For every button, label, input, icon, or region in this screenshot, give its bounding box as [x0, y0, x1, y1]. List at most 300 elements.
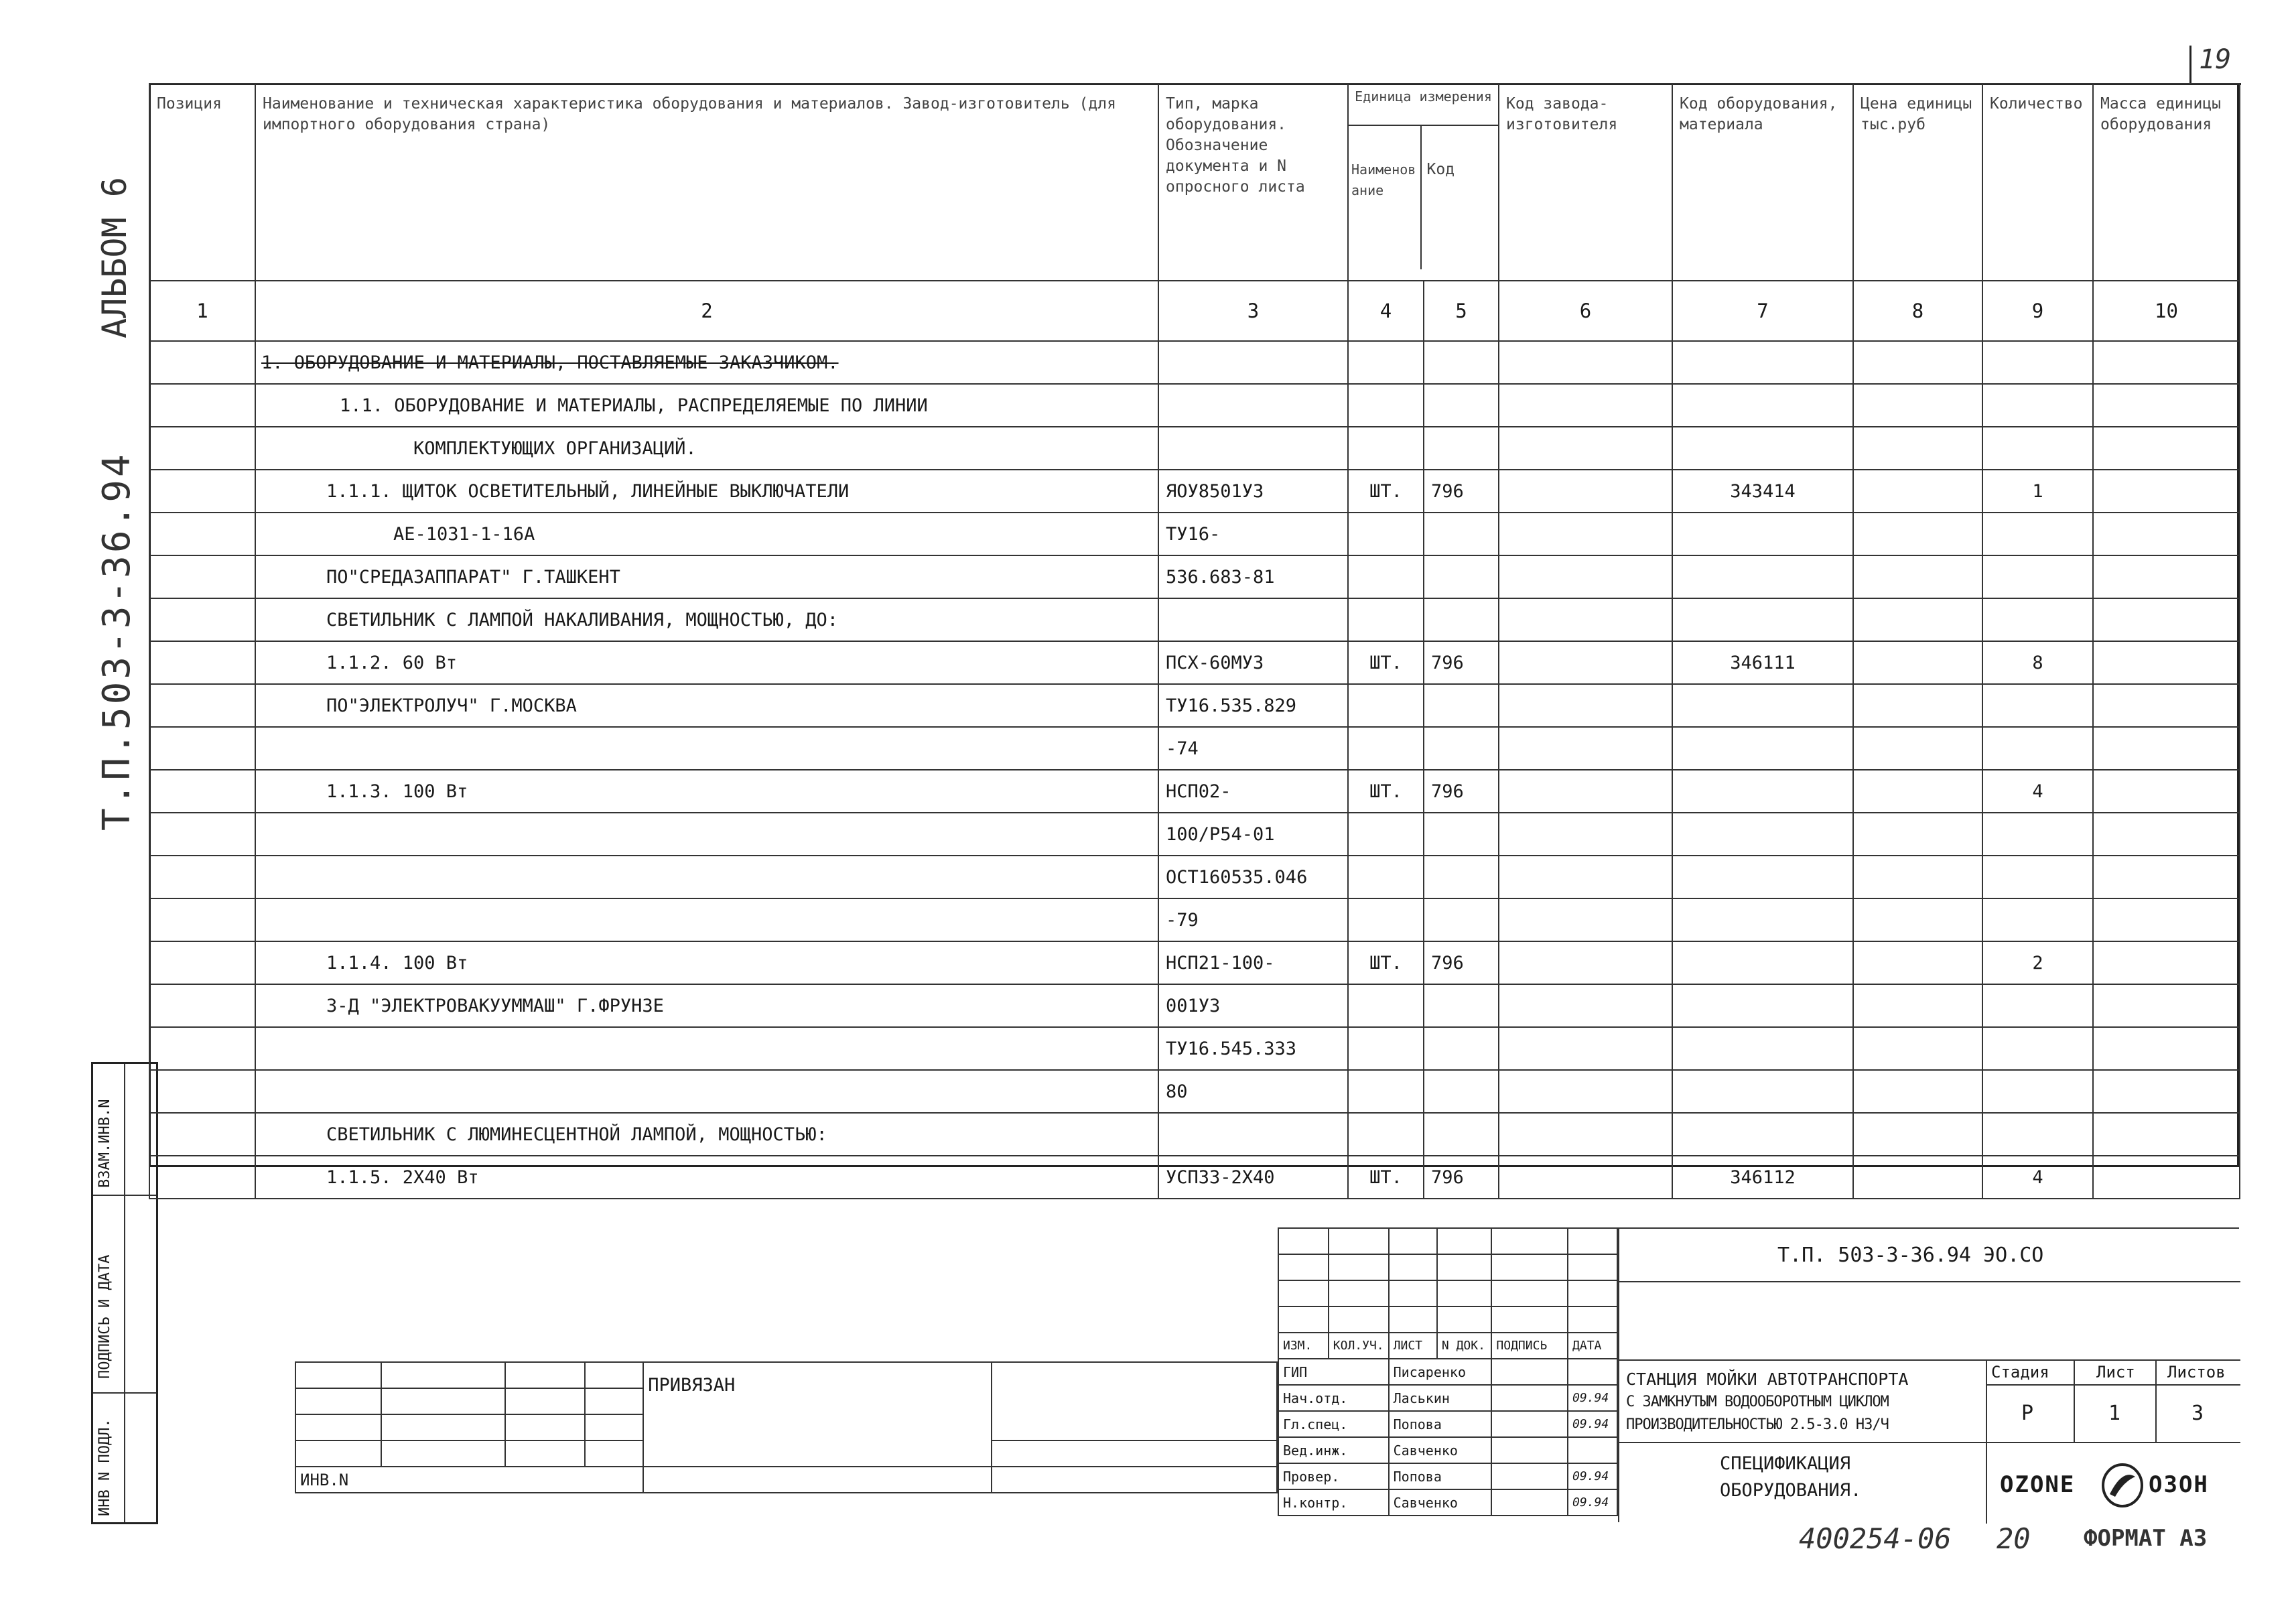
unit-code-cell: 796 [1424, 641, 1499, 684]
qty-cell [1982, 427, 2093, 470]
position-cell [149, 684, 255, 727]
item-type-cell: ТУ16.545.333 [1158, 1027, 1348, 1070]
qty-cell [1982, 1113, 2093, 1156]
revision-row [1278, 1254, 1617, 1280]
revision-row [1278, 1228, 1617, 1254]
equip-code-cell [1672, 684, 1853, 727]
signer-date: 09.94 [1568, 1411, 1617, 1437]
maker-code-cell [1499, 813, 1672, 856]
unit-name-cell [1348, 513, 1424, 555]
stamp-field-substitute-inv: ВЗАМ.ИНВ.N [96, 1099, 113, 1188]
signer-signature [1491, 1489, 1568, 1516]
qty-cell [1982, 341, 2093, 384]
unit-code-cell [1424, 984, 1499, 1027]
equip-code-cell [1672, 1113, 1853, 1156]
table-row [149, 770, 2240, 813]
maker-code-cell [1499, 598, 1672, 641]
rev-header: ПОДПИСЬ [1491, 1333, 1568, 1359]
price-cell [1853, 684, 1982, 727]
margin-stamp [91, 1062, 158, 1524]
item-name-cell: АЕ-1031-1-16А [255, 513, 1158, 555]
equip-code-cell [1672, 856, 1853, 898]
org-logo-text-left: OZONE [2000, 1471, 2076, 1498]
revision-cell [1491, 1280, 1568, 1306]
revision-header-row [1278, 1333, 1617, 1359]
project-title-line-2: С ЗАМКНУТЫМ ВОДООБОРОТНЫМ ЦИКЛОМ [1626, 1394, 1889, 1410]
unit-name-cell [1348, 1070, 1424, 1113]
sheet-value: 1 [2108, 1402, 2121, 1425]
rev-header: КОЛ.УЧ. [1329, 1333, 1389, 1359]
signer-row [1278, 1385, 1617, 1411]
album-label: АЛЬБОМ 6 [95, 177, 134, 338]
position-cell [149, 427, 255, 470]
header-mass: Масса единицы оборудования [2093, 84, 2240, 281]
signer-role: ГИП [1278, 1359, 1389, 1385]
header-row [149, 84, 2240, 281]
table-row [149, 684, 2240, 727]
position-cell [149, 813, 255, 856]
item-name-cell [255, 1070, 1158, 1113]
mass-cell [2093, 684, 2240, 727]
mass-cell [2093, 341, 2240, 384]
item-name-cell [255, 727, 1158, 770]
unit-code-cell [1424, 384, 1499, 427]
revision-cell [1389, 1306, 1437, 1333]
revision-cell [1568, 1280, 1617, 1306]
unit-code-cell [1424, 813, 1499, 856]
revision-cell [1329, 1254, 1389, 1280]
organization-logo [1995, 1457, 2236, 1517]
unit-name-cell [1348, 1027, 1424, 1070]
signer-row [1278, 1437, 1617, 1463]
col-num: 2 [255, 281, 1158, 341]
signer-signature [1491, 1385, 1568, 1411]
mass-cell [2093, 813, 2240, 856]
qty-cell: 2 [1982, 941, 2093, 984]
col-num: 4 [1348, 281, 1424, 341]
unit-name-cell [1348, 1113, 1424, 1156]
position-cell [149, 555, 255, 598]
mass-cell [2093, 856, 2240, 898]
item-name-cell: 1. ОБОРУДОВАНИЕ И МАТЕРИАЛЫ, ПОСТАВЛЯЕМЫЕ ЗАКАЗЧИКОМ. [255, 341, 1158, 384]
position-cell [149, 513, 255, 555]
qty-cell: 1 [1982, 470, 2093, 513]
equip-code-cell [1672, 555, 1853, 598]
stamp-field-inv-original: ИНВ N ПОДЛ. [96, 1418, 113, 1516]
position-cell [149, 1070, 255, 1113]
item-type-cell [1158, 427, 1348, 470]
revision-cell [1568, 1306, 1617, 1333]
equip-code-cell [1672, 813, 1853, 856]
project-code-label: Т.П.503-3-36.94 [95, 452, 139, 831]
qty-cell [1982, 555, 2093, 598]
equip-code-cell [1672, 727, 1853, 770]
header-maker-code: Код завода-изготовителя [1499, 84, 1672, 281]
unit-name-cell [1348, 598, 1424, 641]
maker-code-cell [1499, 1070, 1672, 1113]
binding-block [295, 1361, 1278, 1493]
item-name-cell: 1.1.1. ЩИТОК ОСВЕТИТЕЛЬНЫЙ, ЛИНЕЙНЫЕ ВЫКЛЮЧАТЕЛИ [255, 470, 1158, 513]
item-name-cell [255, 856, 1158, 898]
rev-header: N ДОК. [1437, 1333, 1492, 1359]
unit-code-cell [1424, 427, 1499, 470]
item-name-cell [255, 813, 1158, 856]
table-row [149, 641, 2240, 684]
revision-cell [1329, 1280, 1389, 1306]
table-row [149, 898, 2240, 941]
maker-code-cell [1499, 341, 1672, 384]
price-cell [1853, 513, 1982, 555]
qty-cell: 4 [1982, 1156, 2093, 1199]
item-name-cell: 1.1.3. 100 Вт [255, 770, 1158, 813]
unit-code-cell [1424, 727, 1499, 770]
table-row [149, 427, 2240, 470]
maker-code-cell [1499, 1027, 1672, 1070]
item-name-cell: 1.1.5. 2Х40 Вт [255, 1156, 1158, 1199]
position-cell [149, 1113, 255, 1156]
bound-label: ПРИВЯЗАН [648, 1375, 736, 1396]
col-num: 8 [1853, 281, 1982, 341]
equip-code-cell: 346111 [1672, 641, 1853, 684]
unit-name-cell [1348, 813, 1424, 856]
mass-cell [2093, 384, 2240, 427]
title-block-right [1618, 1227, 2239, 1522]
signer-signature [1491, 1437, 1568, 1463]
item-type-cell: ОСТ160535.046 [1158, 856, 1348, 898]
col-num: 1 [149, 281, 255, 341]
qty-cell [1982, 898, 2093, 941]
header-name: Наименование и техническая характеристика оборудования и материалов. Завод-изготовитель (для импортного оборудования страна) [255, 84, 1158, 281]
table-row [149, 513, 2240, 555]
unit-name-cell: ШТ. [1348, 941, 1424, 984]
col-num: 9 [1982, 281, 2093, 341]
unit-name-cell [1348, 856, 1424, 898]
table-row [149, 941, 2240, 984]
revision-cell [1278, 1306, 1329, 1333]
table-row [149, 856, 2240, 898]
qty-cell [1982, 1070, 2093, 1113]
unit-code-cell [1424, 684, 1499, 727]
equip-code-cell [1672, 598, 1853, 641]
maker-code-cell [1499, 1156, 1672, 1199]
table-row [149, 1070, 2240, 1113]
mass-cell [2093, 641, 2240, 684]
price-cell [1853, 813, 1982, 856]
mass-cell [2093, 1027, 2240, 1070]
revision-cell [1278, 1254, 1329, 1280]
maker-code-cell [1499, 513, 1672, 555]
price-cell [1853, 727, 1982, 770]
signature-grid [1278, 1227, 1618, 1516]
unit-name-cell [1348, 427, 1424, 470]
format-label: ФОРМАТ А3 [2084, 1525, 2208, 1552]
unit-code-cell: 796 [1424, 1156, 1499, 1199]
equip-code-cell [1672, 898, 1853, 941]
revision-cell [1437, 1306, 1492, 1333]
maker-code-cell [1499, 770, 1672, 813]
table-row [149, 598, 2240, 641]
inv-label: ИНВ.N [300, 1470, 349, 1489]
qty-cell [1982, 984, 2093, 1027]
price-cell [1853, 598, 1982, 641]
signer-date: 09.94 [1568, 1489, 1617, 1516]
revision-cell [1389, 1280, 1437, 1306]
document-name-line-1: СПЕЦИФИКАЦИЯ [1720, 1453, 1851, 1474]
unit-name-cell [1348, 984, 1424, 1027]
document-code: Т.П. 503-3-36.94 ЭО.СО [1777, 1244, 2044, 1267]
project-title-line-3: ПРОИЗВОДИТЕЛЬНОСТЬЮ 2.5-3.0 НЗ/Ч [1626, 1416, 1889, 1433]
signer-date [1568, 1359, 1617, 1385]
revision-row [1278, 1280, 1617, 1306]
rev-header: ДАТА [1568, 1333, 1617, 1359]
signer-signature [1491, 1411, 1568, 1437]
item-name-cell: СВЕТИЛЬНИК С ЛАМПОЙ НАКАЛИВАНИЯ, МОЩНОСТЬЮ, ДО: [255, 598, 1158, 641]
unit-code-cell [1424, 513, 1499, 555]
price-cell [1853, 1156, 1982, 1199]
rev-header: ЛИСТ [1389, 1333, 1437, 1359]
item-name-cell: СВЕТИЛЬНИК С ЛЮМИНЕСЦЕНТНОЙ ЛАМПОЙ, МОЩНОСТЬЮ: [255, 1113, 1158, 1156]
price-cell [1853, 555, 1982, 598]
mass-cell [2093, 1070, 2240, 1113]
mass-cell [2093, 1113, 2240, 1156]
mass-cell [2093, 727, 2240, 770]
equip-code-cell [1672, 513, 1853, 555]
signer-row [1278, 1463, 1617, 1489]
signer-role: Н.контр. [1278, 1489, 1389, 1516]
unit-name-cell: ШТ. [1348, 1156, 1424, 1199]
signer-date [1568, 1437, 1617, 1463]
item-type-cell: -79 [1158, 898, 1348, 941]
revision-row [1278, 1306, 1617, 1333]
unit-name-cell: ШТ. [1348, 470, 1424, 513]
archive-number: 400254-06 [1799, 1522, 1952, 1555]
org-logo-text-right: ОЗОН [2149, 1471, 2209, 1498]
revision-cell [1491, 1254, 1568, 1280]
item-type-cell: ПСХ-60МУ3 [1158, 641, 1348, 684]
copy-number: 20 [1997, 1522, 2031, 1555]
item-type-cell: 80 [1158, 1070, 1348, 1113]
signer-name: Савченко [1389, 1437, 1492, 1463]
item-type-cell: ТУ16- [1158, 513, 1348, 555]
mass-cell [2093, 898, 2240, 941]
col-num: 7 [1672, 281, 1853, 341]
mass-cell [2093, 1156, 2240, 1199]
maker-code-cell [1499, 984, 1672, 1027]
revision-cell [1491, 1306, 1568, 1333]
signer-role: Провер. [1278, 1463, 1389, 1489]
header-unit: Единица измерения [1349, 84, 1498, 126]
maker-code-cell [1499, 384, 1672, 427]
price-cell [1853, 770, 1982, 813]
mass-cell [2093, 470, 2240, 513]
maker-code-cell [1499, 727, 1672, 770]
table-row [149, 384, 2240, 427]
stamp-field-signature-date: ПОДПИСЬ И ДАТА [96, 1254, 113, 1379]
unit-code-cell [1424, 898, 1499, 941]
maker-code-cell [1499, 1113, 1672, 1156]
header-equip-code: Код оборудования, материала [1672, 84, 1853, 281]
unit-code-cell [1424, 555, 1499, 598]
header-unit-name: Наименование [1349, 126, 1422, 269]
price-cell [1853, 427, 1982, 470]
price-cell [1853, 941, 1982, 984]
item-type-cell [1158, 384, 1348, 427]
table-row [149, 341, 2240, 384]
table-row [149, 984, 2240, 1027]
qty-cell [1982, 813, 2093, 856]
revision-cell [1437, 1280, 1492, 1306]
qty-cell [1982, 727, 2093, 770]
qty-cell [1982, 1027, 2093, 1070]
qty-cell: 4 [1982, 770, 2093, 813]
col-num: 3 [1158, 281, 1348, 341]
col-num: 5 [1424, 281, 1499, 341]
equip-code-cell [1672, 984, 1853, 1027]
unit-code-cell [1424, 1113, 1499, 1156]
mass-cell [2093, 598, 2240, 641]
item-name-cell: 1.1. ОБОРУДОВАНИЕ И МАТЕРИАЛЫ, РАСПРЕДЕЛЯЕМЫЕ ПО ЛИНИИ [255, 384, 1158, 427]
price-cell [1853, 470, 1982, 513]
unit-name-cell: ШТ. [1348, 770, 1424, 813]
position-cell [149, 941, 255, 984]
column-numbers-row [149, 281, 2240, 341]
signer-role: Вед.инж. [1278, 1437, 1389, 1463]
item-type-cell: 536.683-81 [1158, 555, 1348, 598]
signer-signature [1491, 1463, 1568, 1489]
position-cell [149, 470, 255, 513]
maker-code-cell [1499, 555, 1672, 598]
maker-code-cell [1499, 427, 1672, 470]
revision-cell [1491, 1228, 1568, 1254]
unit-code-cell [1424, 856, 1499, 898]
revision-cell [1568, 1228, 1617, 1254]
rev-header: ИЗМ. [1278, 1333, 1329, 1359]
stage-label: Стадия [1991, 1363, 2049, 1382]
table-row [149, 813, 2240, 856]
signer-date: 09.94 [1568, 1385, 1617, 1411]
unit-name-cell [1348, 341, 1424, 384]
unit-code-cell: 796 [1424, 941, 1499, 984]
equip-code-cell [1672, 1070, 1853, 1113]
revision-cell [1278, 1280, 1329, 1306]
mass-cell [2093, 941, 2240, 984]
item-name-cell: ПО"СРЕДАЗАППАРАТ" Г.ТАШКЕНТ [255, 555, 1158, 598]
table-row [149, 1027, 2240, 1070]
item-type-cell [1158, 1113, 1348, 1156]
item-type-cell: 001У3 [1158, 984, 1348, 1027]
item-name-cell: КОМПЛЕКТУЮЩИХ ОРГАНИЗАЦИЙ. [255, 427, 1158, 470]
position-cell [149, 641, 255, 684]
maker-code-cell [1499, 684, 1672, 727]
price-cell [1853, 384, 1982, 427]
document-name-line-2: ОБОРУДОВАНИЯ. [1720, 1480, 1862, 1501]
unit-code-cell [1424, 341, 1499, 384]
signer-name: Савченко [1389, 1489, 1492, 1516]
header-type: Тип, марка оборудования. Обозначение документа и N опросного листа [1158, 84, 1348, 281]
qty-cell [1982, 384, 2093, 427]
unit-name-cell: ШТ. [1348, 641, 1424, 684]
price-cell [1853, 856, 1982, 898]
signer-date: 09.94 [1568, 1463, 1617, 1489]
unit-code-cell [1424, 1027, 1499, 1070]
mass-cell [2093, 513, 2240, 555]
signer-row [1278, 1359, 1617, 1385]
item-name-cell [255, 898, 1158, 941]
revision-cell [1278, 1228, 1329, 1254]
qty-cell [1982, 598, 2093, 641]
position-cell [149, 384, 255, 427]
col-num: 6 [1499, 281, 1672, 341]
header-unit-group [1348, 84, 1499, 281]
equip-code-cell [1672, 941, 1853, 984]
position-cell [149, 856, 255, 898]
unit-name-cell [1348, 684, 1424, 727]
unit-name-cell [1348, 555, 1424, 598]
signer-row [1278, 1489, 1617, 1516]
mass-cell [2093, 770, 2240, 813]
position-cell [149, 770, 255, 813]
col-num: 10 [2093, 281, 2240, 341]
maker-code-cell [1499, 941, 1672, 984]
position-cell [149, 984, 255, 1027]
equip-code-cell [1672, 1027, 1853, 1070]
item-name-cell: 1.1.4. 100 Вт [255, 941, 1158, 984]
table-row [149, 1156, 2240, 1199]
unit-code-cell [1424, 1070, 1499, 1113]
stage-value: Р [2021, 1402, 2034, 1425]
table-row [149, 727, 2240, 770]
revision-cell [1437, 1228, 1492, 1254]
revision-cell [1389, 1228, 1437, 1254]
item-type-cell: УСП33-2Х40 [1158, 1156, 1348, 1199]
unit-code-cell [1424, 598, 1499, 641]
position-cell [149, 341, 255, 384]
item-name-cell: З-Д "ЭЛЕКТРОВАКУУММАШ" Г.ФРУНЗЕ [255, 984, 1158, 1027]
price-cell [1853, 984, 1982, 1027]
signer-name: Попова [1389, 1411, 1492, 1437]
item-type-cell: НСП02- [1158, 770, 1348, 813]
table-row [149, 470, 2240, 513]
position-cell [149, 1156, 255, 1199]
price-cell [1853, 641, 1982, 684]
unit-name-cell [1348, 384, 1424, 427]
equip-code-cell [1672, 341, 1853, 384]
item-type-cell: 100/Р54-01 [1158, 813, 1348, 856]
equip-code-cell: 343414 [1672, 470, 1853, 513]
signer-row [1278, 1411, 1617, 1437]
mass-cell [2093, 427, 2240, 470]
maker-code-cell [1499, 898, 1672, 941]
revision-cell [1389, 1254, 1437, 1280]
header-position: Позиция [149, 84, 255, 281]
item-name-cell: 1.1.2. 60 Вт [255, 641, 1158, 684]
position-cell [149, 898, 255, 941]
signer-name: Попова [1389, 1463, 1492, 1489]
item-type-cell: НСП21-100- [1158, 941, 1348, 984]
signer-role: Гл.спец. [1278, 1411, 1389, 1437]
item-name-cell: ПО"ЭЛЕКТРОЛУЧ" Г.МОСКВА [255, 684, 1158, 727]
price-cell [1853, 341, 1982, 384]
maker-code-cell [1499, 641, 1672, 684]
revision-cell [1568, 1254, 1617, 1280]
price-cell [1853, 1113, 1982, 1156]
table-row [149, 555, 2240, 598]
position-cell [149, 727, 255, 770]
qty-cell [1982, 513, 2093, 555]
item-name-cell [255, 1027, 1158, 1070]
sheet-number: 19 [2199, 44, 2232, 75]
item-type-cell: -74 [1158, 727, 1348, 770]
